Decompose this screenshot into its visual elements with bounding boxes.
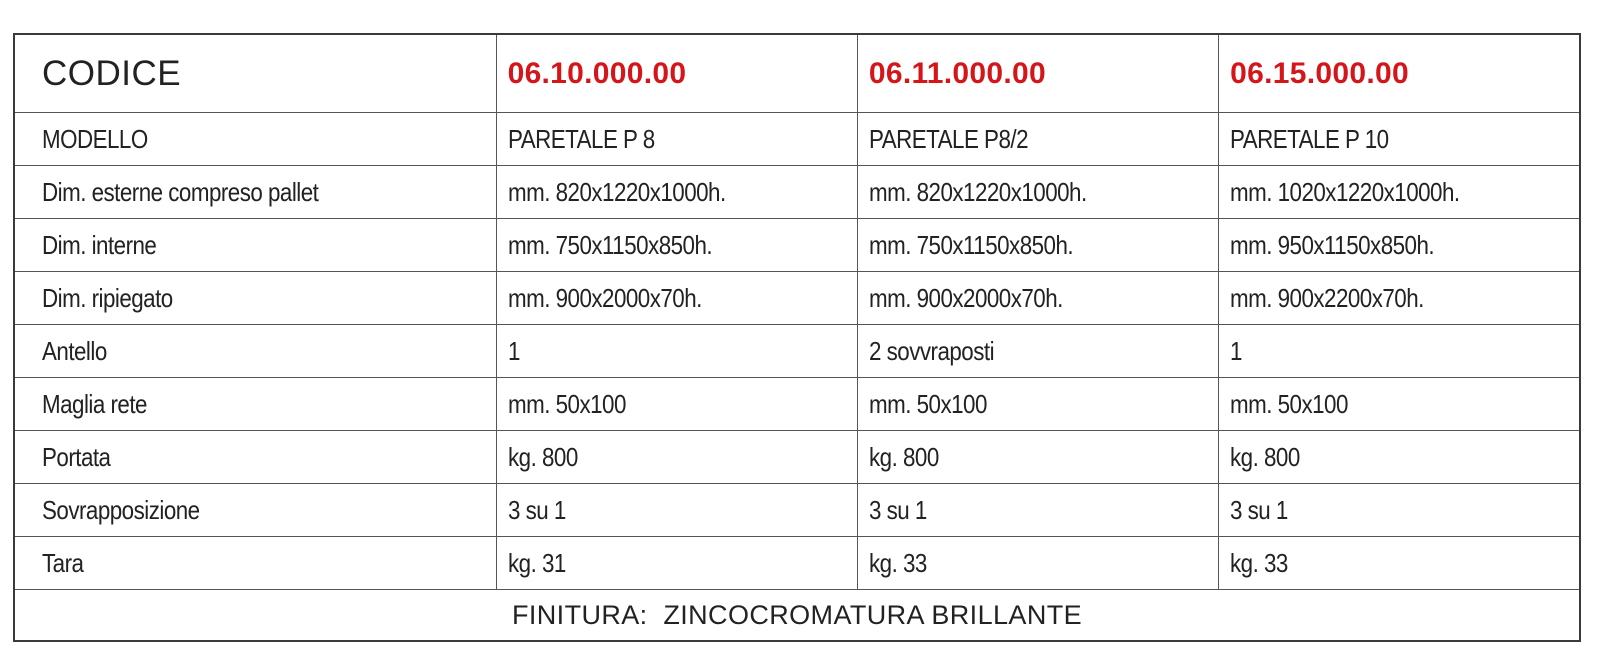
cell-value: mm. 900x2200x70h. — [1219, 272, 1580, 325]
cell-value: mm. 900x2000x70h. — [496, 272, 857, 325]
cell-value: mm. 50x100 — [496, 378, 857, 431]
row-label: Antello — [14, 325, 496, 378]
cell-value: mm. 950x1150x850h. — [1219, 219, 1580, 272]
finish-note: FINITURA: ZINCOCROMATURA BRILLANTE — [14, 590, 1580, 642]
table-row — [14, 325, 1580, 378]
cell-value: PARETALE P 10 — [1219, 113, 1580, 166]
cell-value: mm. 50x100 — [857, 378, 1218, 431]
cell-value: mm. 50x100 — [1219, 378, 1580, 431]
row-label: Portata — [14, 431, 496, 484]
cell-value: 3 su 1 — [496, 484, 857, 537]
cell-value: kg. 33 — [857, 537, 1218, 590]
cell-value: 1 — [496, 325, 857, 378]
cell-value: 3 su 1 — [1219, 484, 1580, 537]
table-row — [14, 113, 1580, 166]
cell-value: mm. 900x2000x70h. — [857, 272, 1218, 325]
cell-value: kg. 800 — [496, 431, 857, 484]
table-row — [14, 219, 1580, 272]
cell-value: mm. 750x1150x850h. — [496, 219, 857, 272]
spec-table — [13, 33, 1581, 642]
table-row — [14, 431, 1580, 484]
finish-row — [14, 590, 1580, 642]
cell-value: kg. 33 — [1219, 537, 1580, 590]
cell-value: mm. 820x1220x1000h. — [857, 166, 1218, 219]
row-label: Sovrapposizione — [14, 484, 496, 537]
cell-value: 2 sovvraposti — [857, 325, 1218, 378]
table-row — [14, 272, 1580, 325]
cell-value: mm. 820x1220x1000h. — [496, 166, 857, 219]
row-label: Dim. ripiegato — [14, 272, 496, 325]
row-label: Tara — [14, 537, 496, 590]
code-row — [14, 34, 1580, 113]
cell-value: 3 su 1 — [857, 484, 1218, 537]
table-row — [14, 537, 1580, 590]
code-value: 06.15.000.00 — [1219, 34, 1580, 113]
cell-value: PARETALE P 8 — [496, 113, 857, 166]
cell-value: kg. 800 — [857, 431, 1218, 484]
table-row — [14, 166, 1580, 219]
code-value: 06.10.000.00 — [496, 34, 857, 113]
cell-value: mm. 1020x1220x1000h. — [1219, 166, 1580, 219]
row-label: Dim. interne — [14, 219, 496, 272]
cell-value: PARETALE P8/2 — [857, 113, 1218, 166]
cell-value: mm. 750x1150x850h. — [857, 219, 1218, 272]
code-label: CODICE — [14, 34, 496, 113]
table-row — [14, 378, 1580, 431]
row-label: Dim. esterne compreso pallet — [14, 166, 496, 219]
code-value: 06.11.000.00 — [857, 34, 1218, 113]
cell-value: kg. 31 — [496, 537, 857, 590]
row-label: MODELLO — [14, 113, 496, 166]
row-label: Maglia rete — [14, 378, 496, 431]
table-row — [14, 484, 1580, 537]
cell-value: kg. 800 — [1219, 431, 1580, 484]
cell-value: 1 — [1219, 325, 1580, 378]
